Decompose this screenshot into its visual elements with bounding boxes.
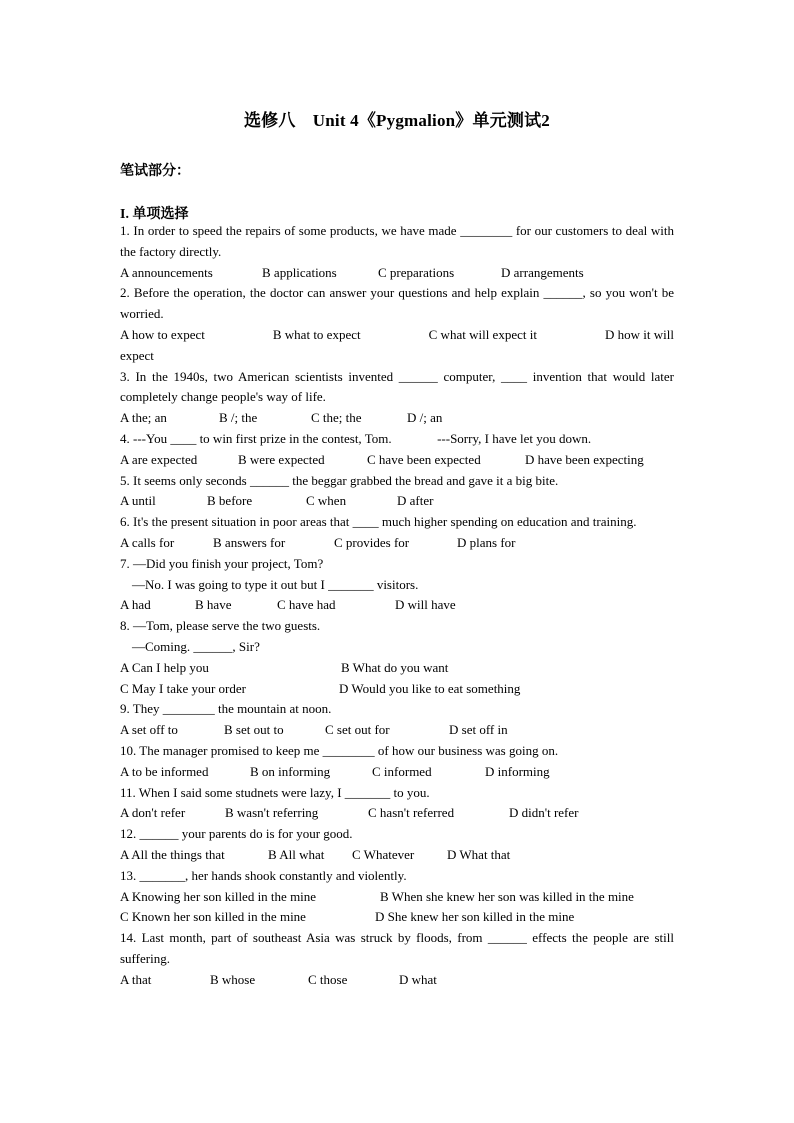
option-b: B /; the [219,410,258,426]
option-d: D She knew her son killed in the mine [375,909,575,925]
question-options [120,450,674,471]
option-d: D /; an [407,410,443,426]
question-options-row-2 [120,907,674,928]
question-stem: 1. In order to speed the repairs of some products, we have made ________ for our customers to deal with the factory directly. [120,223,674,259]
question-options [120,325,674,346]
question-stem: 2. Before the operation, the doctor can answer your questions and help explain ______, so you won't be worried. [120,285,674,322]
option-d: D plans for [457,534,516,550]
option-c: C what will expect it [428,326,537,342]
question-dialog: —No. I was going to type it out but I _______ visitors. [132,576,419,592]
question-stem: 6. It's the present situation in poor areas that ____ much higher spending on education and training. [120,514,637,530]
option-b: B set out to [224,722,284,738]
written-test-heading: 笔试部分： [120,164,190,179]
option-b: B When she knew her son was killed in the mine [380,888,634,904]
option-a: A Knowing her son killed in the mine [120,888,317,904]
option-a: A are expected [120,451,198,467]
question-stem: 12. ______ your parents do is for your good. [120,826,353,842]
question-stem: 10. The manager promised to keep me ________ of how our business was going on. [120,742,559,758]
option-c: C informed [372,763,432,779]
question-stem: 8. —Tom, please serve the two guests. [120,618,321,634]
section-heading: I. 单项选择 [120,207,189,222]
question-13 [120,866,674,928]
question-options-row-2 [120,679,674,700]
option-a: A how to expect [120,326,205,342]
option-d: D what [399,971,437,987]
option-a: A calls for [120,534,175,550]
option-d: D will have [395,597,456,613]
option-c: C those [308,971,348,987]
question-5 [120,471,674,513]
option-b: B What do you want [341,659,449,675]
question-options [120,408,674,429]
option-b: B before [207,493,253,509]
option-b: B on informing [250,763,331,779]
option-b: B All what [268,846,325,862]
option-d: D arrangements [501,264,584,280]
option-b: B answers for [213,534,286,550]
question-stem: 9. They ________ the mountain at noon. [120,701,332,717]
question-options [120,595,674,616]
option-c: C have had [277,597,336,613]
question-stem: 11. When I said some studnets were lazy, I _______ to you. [120,784,430,800]
question-9 [120,699,674,741]
question-8 [120,616,674,699]
option-b: B what to expect [272,326,361,342]
question-stem: 7. —Did you finish your project, Tom? [120,555,324,571]
option-b: B applications [262,264,337,280]
option-c: C have been expected [367,451,481,467]
question-dialog: —Coming. ______, Sir? [132,638,260,654]
option-a: A Can I help you [120,659,209,675]
option-a: A that [120,971,152,987]
question-list [120,221,674,990]
option-a: A don't refer [120,805,186,821]
question-stem: 5. It seems only seconds ______ the beggar grabbed the bread and gave it a big bite. [120,472,559,488]
question-6 [120,512,674,554]
question-11 [120,783,674,825]
question-options [120,533,674,554]
option-a: A until [120,493,156,509]
question-14 [120,928,674,990]
question-options [120,762,674,783]
question-stem: 3. In the 1940s, two American scientists invented ______ computer, ____ invention that would later completely change people's way of life. [120,368,674,405]
option-d: D have been expecting [525,451,644,467]
option-c: C set out for [325,722,390,738]
option-c: C when [306,493,347,509]
option-d-continued: expect [120,347,154,363]
question-1 [120,221,674,283]
option-a: A the; an [120,410,167,426]
question-12 [120,824,674,866]
option-d-part: D how it will [604,326,674,342]
option-d: D informing [485,763,550,779]
option-d: D didn't refer [509,805,579,821]
question-stem: 4. ---You ____ to win first prize in the contest, Tom. ---Sorry, I have let you down. [120,430,592,446]
question-3 [120,367,674,429]
option-d: D What that [447,846,511,862]
question-options [120,970,674,991]
question-stem: 13. _______, her hands shook constantly and violently. [120,867,407,883]
question-options-row-1 [120,887,674,908]
question-10 [120,741,674,783]
option-d: D set off in [449,722,508,738]
option-a: A set off to [120,722,178,738]
option-a: A had [120,597,151,613]
option-c: C the; the [311,410,362,426]
question-options [120,491,674,512]
option-d: D Would you like to eat something [339,680,521,696]
option-b: B have [195,597,232,613]
question-4 [120,429,674,471]
option-c: C Known her son killed in the mine [120,909,306,925]
option-c: C provides for [334,534,410,550]
option-a: A announcements [120,264,213,280]
option-a: A to be informed [120,763,209,779]
option-c: C hasn't referred [368,805,455,821]
option-c: C preparations [378,264,455,280]
option-c: C Whatever [352,846,415,862]
question-7 [120,554,674,616]
question-stem: 14. Last month, part of southeast Asia was struck by floods, from ______ effects the people are still suffering. [120,930,674,966]
option-b: B were expected [238,451,325,467]
option-a: A All the things that [120,846,225,862]
question-options-row-1 [120,658,674,679]
question-options [120,803,674,824]
question-options [120,263,674,284]
option-c: C May I take your order [120,680,246,696]
question-options [120,845,674,866]
question-options [120,720,674,741]
option-b: B wasn't referring [225,805,319,821]
option-d: D after [397,493,434,509]
page-title: 选修八 Unit 4《Pygmalion》单元测试2 [243,111,550,130]
option-b: B whose [210,971,256,987]
question-2 [120,283,674,366]
